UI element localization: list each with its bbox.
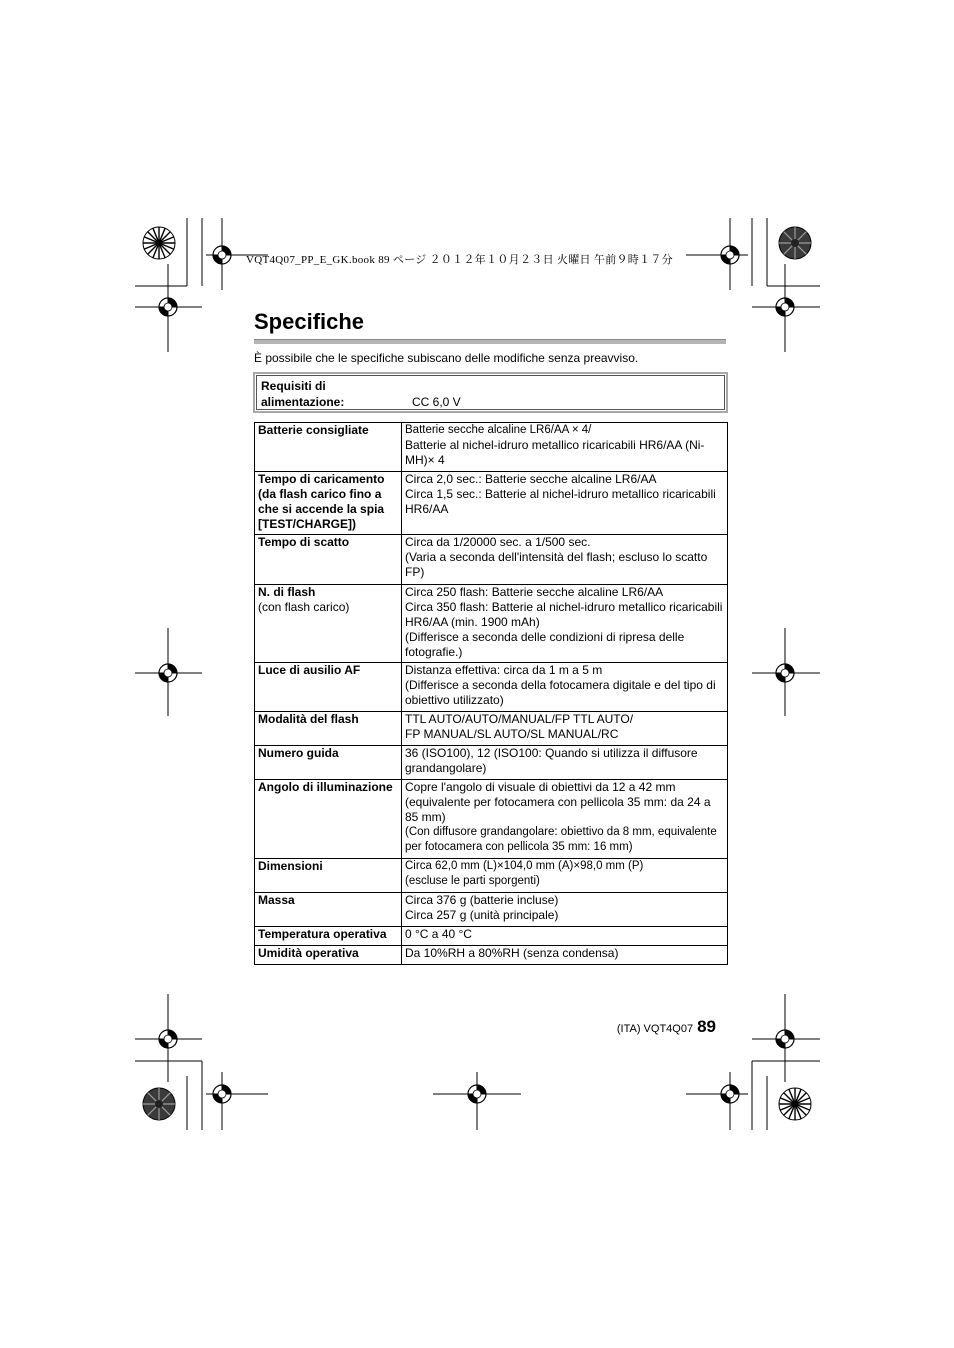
spec-value (402, 746, 728, 780)
spec-label (255, 423, 402, 472)
spec-label (255, 472, 402, 535)
spec-value (402, 946, 728, 965)
spec-label (255, 893, 402, 927)
spec-value-line: (Differisce a seconda della fotocamera digitale e del tipo di obiettivo utilizzato) (405, 678, 716, 707)
spec-label-text: Batterie consigliate (258, 423, 369, 437)
spec-value-line: Distanza effettiva: circa da 1 m a 5 m (405, 663, 603, 677)
spec-value-line: Circa 350 flash: Batterie al nichel-idruro metallico ricaricabili HR6/AA (min. 1900 mAh) (405, 600, 723, 629)
spec-value-line: 0 °C a 40 °C (405, 927, 472, 941)
table-row (255, 535, 728, 585)
spec-value-line: Circa 62,0 mm (L)×104,0 mm (A)×98,0 mm (P) (405, 860, 644, 872)
spec-value-line: Da 10%RH a 80%RH (senza condensa) (405, 946, 619, 960)
spec-value (402, 927, 728, 946)
spec-value-line: Batterie al nichel-idruro metallico ricaricabili HR6/AA (Ni-MH)× 4 (405, 438, 705, 467)
spec-value-line: Batterie secche alcaline LR6/AA × 4/ (405, 424, 592, 436)
spec-value-line: Circa 257 g (unità principale) (405, 908, 559, 922)
title-underline-rule (254, 339, 726, 344)
power-requirements-box (253, 372, 728, 413)
spec-label-text: Temperatura operativa (258, 927, 387, 941)
spec-value-line: Circa 250 flash: Batterie secche alcaline LR6/AA (405, 585, 664, 599)
spec-value (402, 663, 728, 712)
page-footer (560, 1017, 716, 1037)
power-requirements-label: Requisiti di alimentazione: (261, 379, 345, 409)
spec-label (255, 946, 402, 965)
spec-value-line: FP MANUAL/SL AUTO/SL MANUAL/RC (405, 727, 619, 741)
spec-label-text: N. di flash (258, 585, 316, 599)
table-row (255, 472, 728, 535)
spec-value (402, 585, 728, 663)
spec-value-line: Circa da 1/20000 sec. a 1/500 sec. (405, 535, 591, 549)
spec-label-text: Modalità del flash (258, 712, 359, 726)
spec-value-line: TTL AUTO/AUTO/MANUAL/FP TTL AUTO/ (405, 712, 634, 726)
footer-model-code: (ITA) VQT4Q07 (616, 1023, 694, 1035)
specs-notice: È possibile che le specifiche subiscano delle modifiche senza preavviso. (254, 351, 639, 365)
page-number: 89 (697, 1017, 716, 1036)
spec-value-line: 36 (ISO100), 12 (ISO100: Quando si utilizza il diffusore grandangolare) (405, 746, 698, 775)
spec-value-line: (escluse le parti sporgenti) (405, 875, 540, 887)
power-requirements-value: CC 6,0 V (412, 395, 461, 409)
spec-label-subtext: (con flash carico) (258, 600, 350, 614)
spec-value-line: (Con diffusore grandangolare: obiettivo da 8 mm, equivalente per fotocamera con pellicola 35 mm: 16 mm) (405, 826, 717, 853)
spec-label-text: Tempo di caricamento (da flash carico fino a che si accende la spia [TEST/CHARGE]) (258, 472, 385, 531)
spec-label-text: Dimensioni (258, 859, 323, 873)
spec-label-text: Tempo di scatto (258, 535, 350, 549)
spec-value (402, 535, 728, 585)
book-file-header: VQT4Q07_PP_E_GK.book 89 ページ ２０１２年１０月２３日 火曜日 午前９時１７分 (246, 254, 673, 266)
spec-value-line: Copre l'angolo di visuale di obiettivi da 12 a 42 mm (equivalente per fotocamera con pellicola 35 mm: da 24 a 85 mm) (405, 780, 711, 824)
spec-label-text: Umidità operativa (258, 946, 359, 960)
table-row (255, 746, 728, 780)
table-row (255, 927, 728, 946)
spec-value-line: (Differisce a seconda delle condizioni di ripresa delle fotografie.) (405, 630, 685, 659)
spec-label (255, 746, 402, 780)
table-row (255, 893, 728, 927)
spec-label (255, 859, 402, 893)
spec-label (255, 663, 402, 712)
spec-value (402, 893, 728, 927)
spec-label-text: Angolo di illuminazione (258, 780, 393, 794)
spec-label (255, 585, 402, 663)
spec-value (402, 780, 728, 859)
table-row (255, 585, 728, 663)
table-row (255, 946, 728, 965)
spec-value-line: (Varia a seconda dell'intensità del flash; escluso lo scatto FP) (405, 550, 708, 579)
table-row (255, 712, 728, 746)
spec-value (402, 472, 728, 535)
spec-label (255, 712, 402, 746)
spec-value-line: Circa 2,0 sec.: Batterie secche alcaline LR6/AA (405, 472, 657, 486)
table-row (255, 423, 728, 472)
spec-value-line: Circa 1,5 sec.: Batterie al nichel-idruro metallico ricaricabili HR6/AA (405, 487, 716, 516)
spec-label-text: Massa (258, 893, 295, 907)
spec-label-text: Luce di ausilio AF (258, 663, 361, 677)
spec-value-line: Circa 376 g (batterie incluse) (405, 893, 559, 907)
table-row (255, 859, 728, 893)
table-row (255, 663, 728, 712)
table-row (255, 780, 728, 859)
spec-value (402, 423, 728, 472)
power-requirements-inner-border (256, 375, 725, 410)
spec-label-text: Numero guida (258, 746, 339, 760)
specifications-table (254, 422, 728, 965)
spec-label (255, 927, 402, 946)
spec-label (255, 535, 402, 585)
page-title: Specifiche (254, 309, 365, 334)
spec-value (402, 859, 728, 893)
spec-value (402, 712, 728, 746)
spec-label (255, 780, 402, 859)
